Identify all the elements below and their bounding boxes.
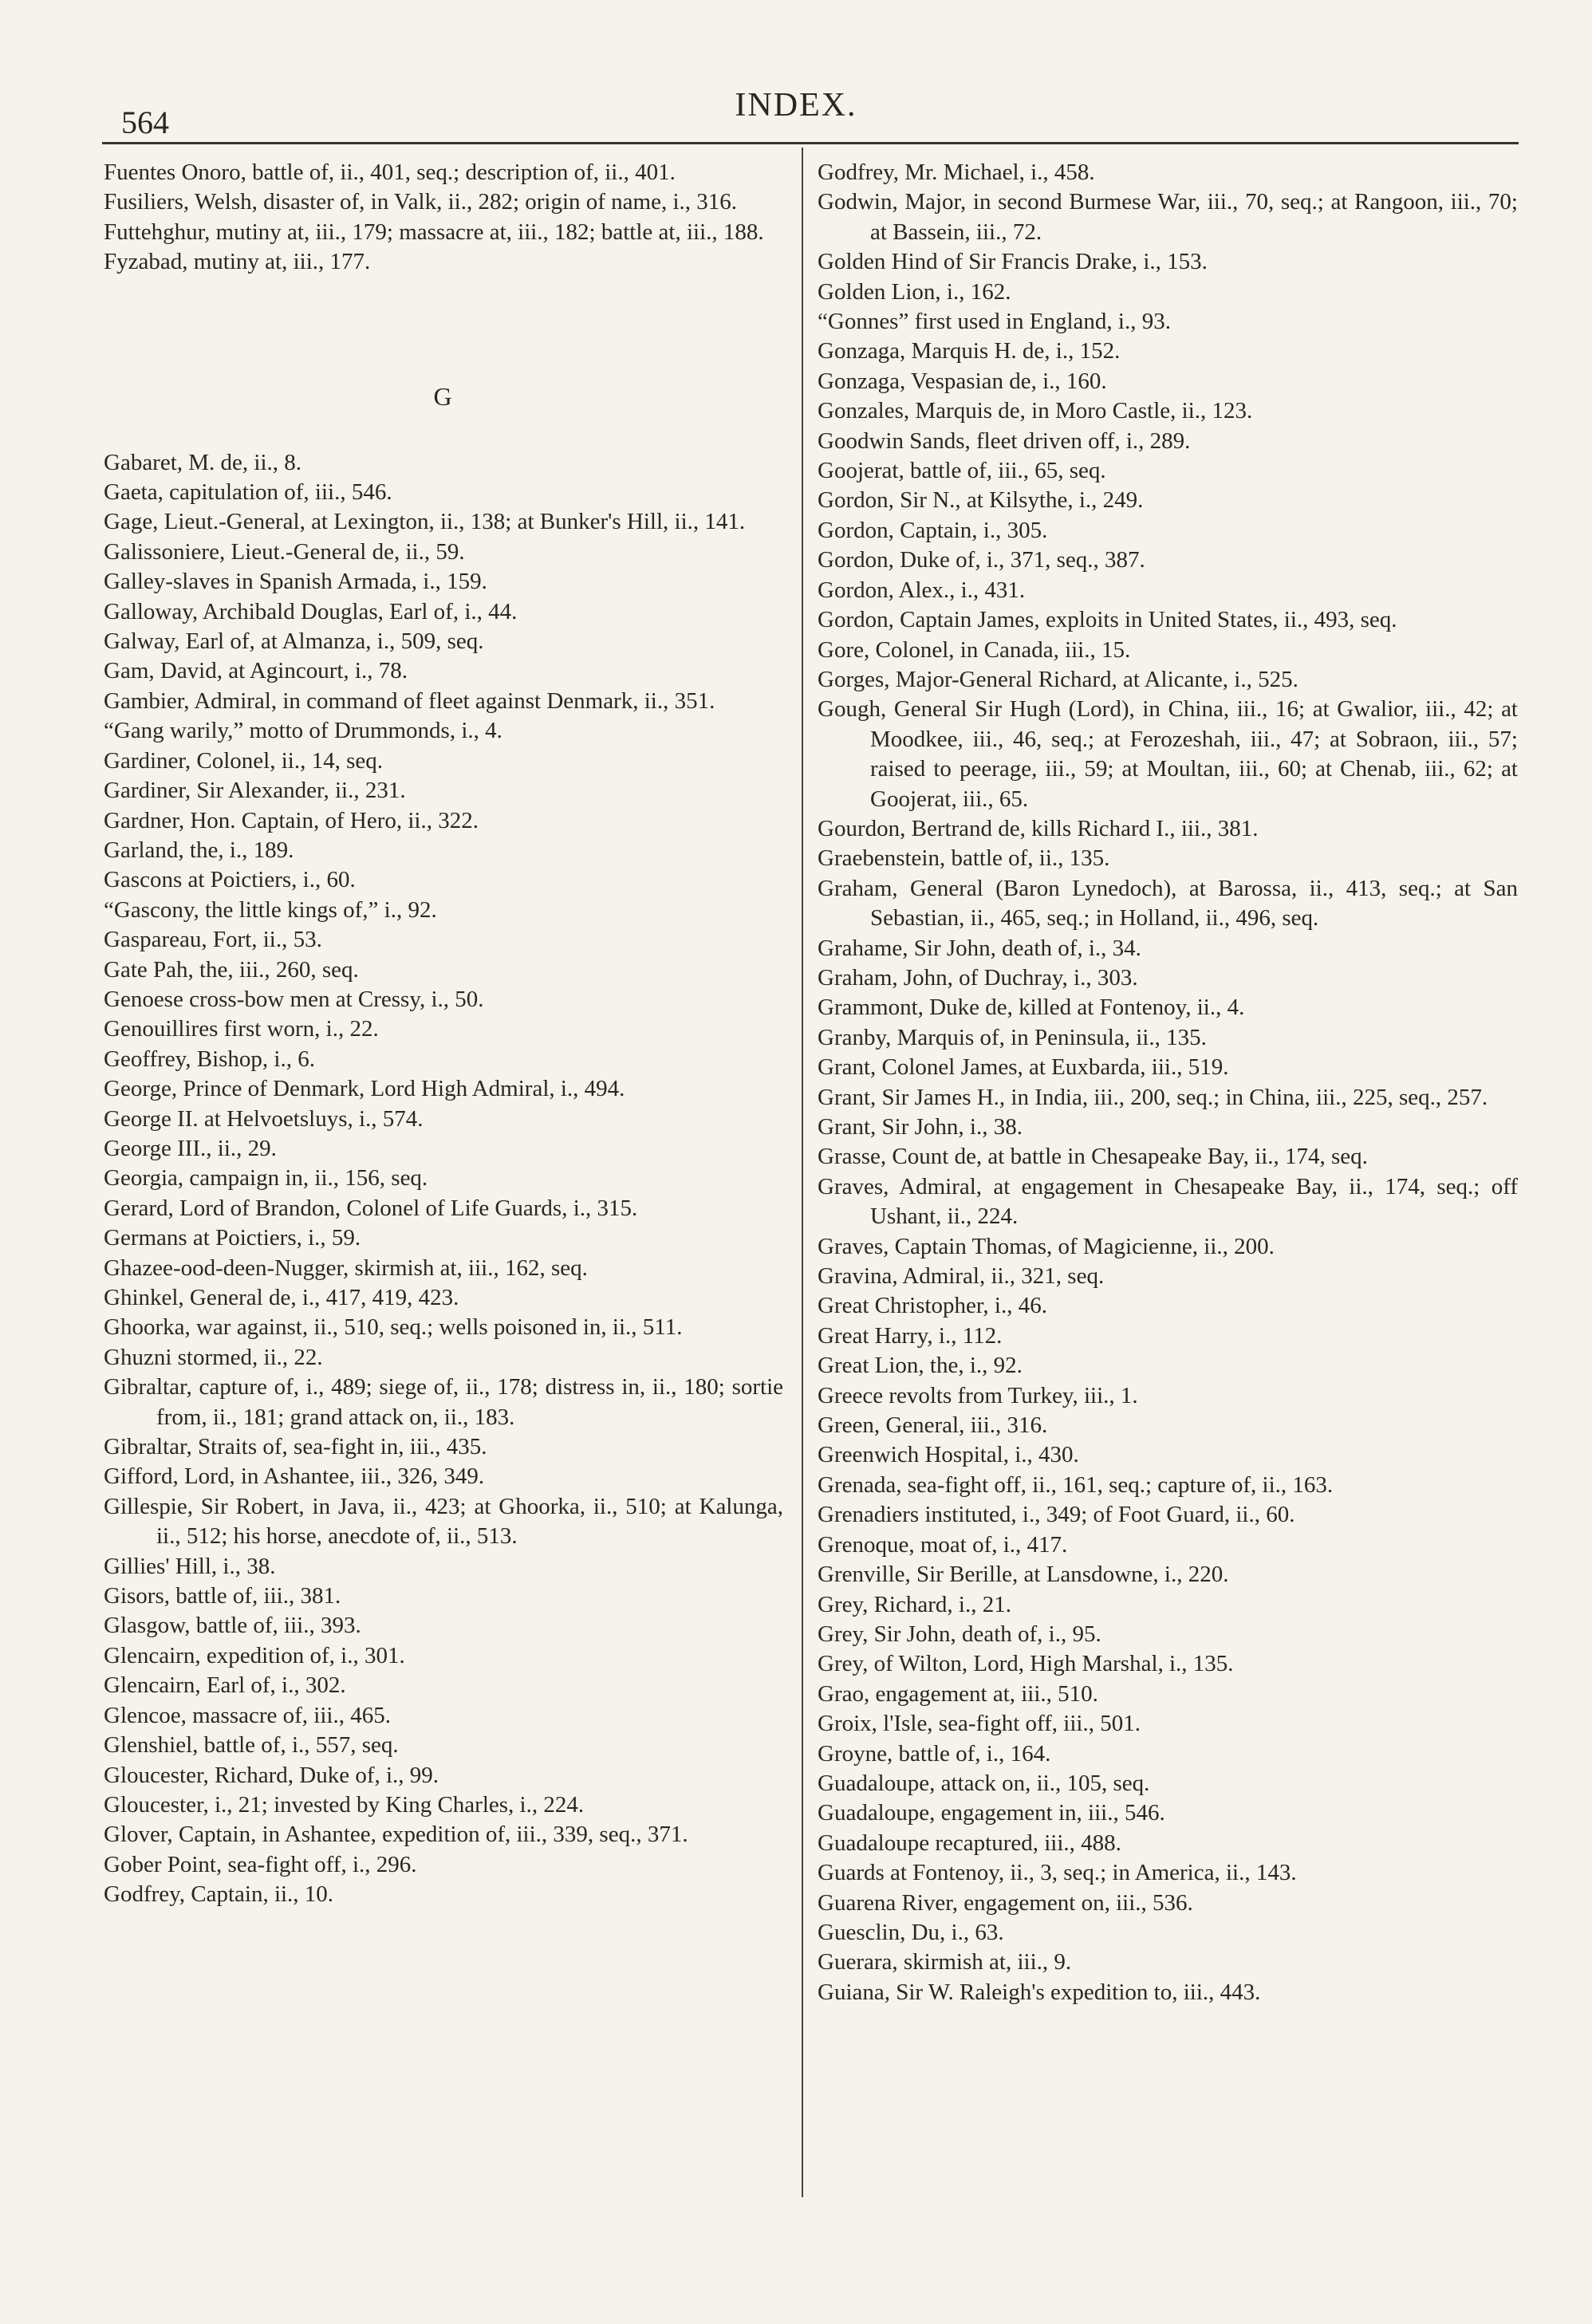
index-entry: Goojerat, battle of, iii., 65, seq. — [818, 458, 1106, 484]
index-entry: Grant, Sir James H., in India, iii., 200, seq.; in China, iii., 225, seq., 257. — [818, 1084, 1488, 1110]
index-entry: Graebenstein, battle of, ii., 135. — [818, 845, 1110, 872]
index-entry: Ghazee-ood-deen-Nugger, skirmish at, iii., 162, seq. — [104, 1255, 588, 1281]
index-entry: Groix, l'Isle, sea-fight off, iii., 501. — [818, 1711, 1141, 1737]
index-entry: Gibraltar, Straits of, sea-fight in, iii., 435. — [104, 1434, 487, 1460]
index-entry: Gambier, Admiral, in command of fleet against Denmark, ii., 351. — [104, 687, 715, 714]
index-entry: Grasse, Count de, at battle in Chesapeake Bay, ii., 174, seq. — [818, 1144, 1368, 1170]
index-entry: Gillespie, Sir Robert, in Java, ii., 423; at Ghoorka, ii., 510; at Kalunga, ii., 512; his horse, anecdote of, ii., 513. — [104, 1493, 783, 1550]
index-entry: Godfrey, Captain, ii., 10. — [104, 1881, 334, 1908]
entries-f — [104, 158, 783, 278]
index-entry: Guarena River, engagement on, iii., 536. — [818, 1889, 1193, 1916]
index-entry: Great Harry, i., 112. — [818, 1322, 1003, 1349]
index-entry: Graves, Admiral, at engagement in Chesapeake Bay, ii., 174, seq.; off Ushant, ii., 224. — [818, 1173, 1518, 1230]
index-entry: Green, General, iii., 316. — [818, 1412, 1048, 1439]
index-entry: George, Prince of Denmark, Lord High Admiral, i., 494. — [104, 1076, 625, 1102]
index-entry: Galloway, Archibald Douglas, Earl of, i., 44. — [104, 598, 518, 624]
index-entry: Georgia, campaign in, ii., 156, seq. — [104, 1165, 428, 1192]
index-entry: Graham, General (Baron Lynedoch), at Barossa, ii., 413, seq.; at San Sebastian, ii., 465, seq.; in Holland, ii., 496, seq. — [818, 875, 1518, 932]
index-entry: Gardner, Hon. Captain, of Hero, ii., 322. — [104, 807, 479, 833]
index-entry: “Gang warily,” motto of Drummonds, i., 4. — [104, 718, 502, 744]
index-entry: Gordon, Captain James, exploits in United States, ii., 493, seq. — [818, 607, 1397, 633]
index-entry: Gordon, Captain, i., 305. — [818, 517, 1048, 543]
entries-g — [104, 448, 783, 1910]
index-entry: Gifford, Lord, in Ashantee, iii., 326, 349. — [104, 1463, 485, 1490]
index-entry: Grenville, Sir Berille, at Lansdowne, i., 220. — [818, 1562, 1229, 1588]
index-entry: Gloucester, Richard, Duke of, i., 99. — [104, 1762, 439, 1788]
index-entry: Graham, John, of Duchray, i., 303. — [818, 964, 1138, 991]
index-entry: Greenwich Hospital, i., 430. — [818, 1442, 1079, 1468]
index-entry: Golden Hind of Sir Francis Drake, i., 153. — [818, 249, 1208, 275]
index-entry: Gaspareau, Fort, ii., 53. — [104, 927, 322, 953]
index-entry: Gloucester, i., 21; invested by King Charles, i., 224. — [104, 1791, 585, 1818]
index-entry: Guesclin, Du, i., 63. — [818, 1919, 1004, 1945]
index-entry: Gaeta, capitulation of, iii., 546. — [104, 479, 392, 506]
index-entry: Grenadiers instituted, i., 349; of Foot Guard, ii., 60. — [818, 1502, 1295, 1528]
left-column — [104, 158, 783, 1910]
entries-right — [818, 158, 1518, 2007]
index-entry: Ghoorka, war against, ii., 510, seq.; wells poisoned in, ii., 511. — [104, 1314, 683, 1341]
index-entry: Grey, Richard, i., 21. — [818, 1591, 1011, 1617]
index-entry: Gonzaga, Marquis H. de, i., 152. — [818, 338, 1121, 364]
page-number: 564 — [121, 104, 169, 140]
index-entry: Genouillires first worn, i., 22. — [104, 1016, 379, 1042]
index-entry: Glasgow, battle of, iii., 393. — [104, 1613, 361, 1639]
index-entry: Gibraltar, capture of, i., 489; siege of, ii., 178; distress in, ii., 180; sortie from, ii., 181; grand attack on, ii., 183. — [104, 1374, 783, 1430]
index-entry: Golden Lion, i., 162. — [818, 278, 1011, 305]
index-entry: Grao, engagement at, iii., 510. — [818, 1680, 1098, 1707]
index-entry: Gordon, Duke of, i., 371, seq., 387. — [818, 547, 1145, 573]
index-entry: Ghuzni stormed, ii., 22. — [104, 1344, 323, 1370]
index-entry: Fyzabad, mutiny at, iii., 177. — [104, 249, 371, 275]
index-entry: Gascons at Poictiers, i., 60. — [104, 867, 356, 893]
index-entry: Guadaloupe, attack on, ii., 105, seq. — [818, 1770, 1150, 1796]
index-entry: Great Christopher, i., 46. — [818, 1293, 1047, 1319]
index-entry: Gore, Colonel, in Canada, iii., 15. — [818, 636, 1131, 663]
index-entry: Granby, Marquis of, in Peninsula, ii., 135. — [818, 1024, 1207, 1050]
header-rule — [102, 142, 1519, 144]
index-entry: Gam, David, at Agincourt, i., 78. — [104, 658, 408, 684]
index-entry: Glencairn, Earl of, i., 302. — [104, 1672, 346, 1699]
index-entry: Guiana, Sir W. Raleigh's expedition to, iii., 443. — [818, 1979, 1261, 2005]
index-entry: George III., ii., 29. — [104, 1135, 277, 1161]
index-entry: Gough, General Sir Hugh (Lord), in China, iii., 16; at Gwalior, iii., 42; at Moodkee, iii., 46, seq.; at Ferozeshah, iii., 47; at Sobraon, iii., 57; raised to peerage, iii., 59; at Moultan, iii., 60; at Chenab, iii., 62; at Goojerat, iii., 65. — [818, 696, 1518, 812]
index-entry: Gordon, Alex., i., 431. — [818, 577, 1026, 603]
index-entry: Grahame, Sir John, death of, i., 34. — [818, 935, 1141, 961]
index-entry: Gravina, Admiral, ii., 321, seq. — [818, 1263, 1105, 1290]
index-entry: Gourdon, Bertrand de, kills Richard I., iii., 381. — [818, 815, 1259, 841]
index-entry: Glenshiel, battle of, i., 557, seq. — [104, 1732, 399, 1759]
index-entry: Grenada, sea-fight off, ii., 161, seq.; capture of, ii., 163. — [818, 1471, 1334, 1498]
section-letter: G — [433, 381, 454, 411]
index-entry: Gillies' Hill, i., 38. — [104, 1553, 276, 1579]
column-divider — [802, 148, 803, 2197]
index-entry: Glencairn, expedition of, i., 301. — [104, 1642, 405, 1668]
index-entry: Guerara, skirmish at, iii., 9. — [818, 1949, 1072, 1975]
index-entry: Guadaloupe, engagement in, iii., 546. — [818, 1800, 1165, 1826]
index-entry: Guadaloupe recaptured, iii., 488. — [818, 1830, 1121, 1856]
index-entry: Gordon, Sir N., at Kilsythe, i., 249. — [818, 487, 1144, 514]
index-entry: Fuentes Onoro, battle of, ii., 401, seq.; description of, ii., 401. — [104, 160, 676, 185]
index-entry: Grey, Sir John, death of, i., 95. — [818, 1621, 1101, 1647]
index-entry: Gage, Lieut.-General, at Lexington, ii., 138; at Bunker's Hill, ii., 141. — [104, 509, 746, 535]
index-entry: “Gonnes” first used in England, i., 93. — [818, 309, 1171, 335]
index-entry: Great Lion, the, i., 92. — [818, 1353, 1023, 1379]
index-entry: Glencoe, massacre of, iii., 465. — [104, 1702, 391, 1728]
index-entry: Guards at Fontenoy, ii., 3, seq.; in America, ii., 143. — [818, 1860, 1297, 1886]
index-entry: Graves, Captain Thomas, of Magicienne, ii., 200. — [818, 1233, 1275, 1259]
index-entry: Geoffrey, Bishop, i., 6. — [104, 1046, 315, 1072]
page-title: INDEX. — [735, 87, 857, 124]
index-entry: Futtehghur, mutiny at, iii., 179; massacre at, iii., 182; battle at, iii., 188. — [104, 219, 764, 245]
index-entry: Germans at Poictiers, i., 59. — [104, 1225, 361, 1251]
index-entry: Glover, Captain, in Ashantee, expedition of, iii., 339, seq., 371. — [104, 1822, 688, 1848]
index-entry: Gober Point, sea-fight off, i., 296. — [104, 1851, 417, 1877]
section-gap — [104, 278, 783, 345]
index-entry: Gabaret, M. de, ii., 8. — [104, 449, 302, 475]
index-entry: Genoese cross-bow men at Cressy, i., 50. — [104, 986, 484, 1012]
index-entry: Gardiner, Colonel, ii., 14, seq. — [104, 747, 383, 774]
index-entry: Gate Pah, the, iii., 260, seq. — [104, 956, 359, 983]
index-entry: “Gascony, the little kings of,” i., 92. — [104, 896, 437, 923]
index-entry: Grenoque, moat of, i., 417. — [818, 1531, 1068, 1558]
index-entry: Grant, Sir John, i., 38. — [818, 1114, 1023, 1140]
index-entry: Godwin, Major, in second Burmese War, iii., 70, seq.; at Rangoon, iii., 70; at Bassein, iii., 72. — [818, 189, 1518, 245]
index-entry: Gonzaga, Vespasian de, i., 160. — [818, 368, 1107, 394]
index-entry: Gorges, Major-General Richard, at Alicante, i., 525. — [818, 666, 1298, 692]
index-entry: Gerard, Lord of Brandon, Colonel of Life Guards, i., 315. — [104, 1195, 638, 1221]
index-entry: Grant, Colonel James, at Euxbarda, iii., 519. — [818, 1054, 1229, 1081]
right-column — [818, 158, 1518, 2007]
index-entry: Garland, the, i., 189. — [104, 837, 294, 863]
index-entry: Godfrey, Mr. Michael, i., 458. — [818, 160, 1095, 185]
index-entry: Groyne, battle of, i., 164. — [818, 1740, 1051, 1767]
index-entry: Ghinkel, General de, i., 417, 419, 423. — [104, 1285, 459, 1310]
index-entry: Grey, of Wilton, Lord, High Marshal, i., 135. — [818, 1651, 1234, 1677]
index-entry: Gardiner, Sir Alexander, ii., 231. — [104, 778, 406, 804]
index-entry: Fusiliers, Welsh, disaster of, in Valk, ii., 282; origin of name, i., 316. — [104, 189, 738, 215]
index-entry: Greece revolts from Turkey, iii., 1. — [818, 1382, 1138, 1408]
index-entry: George II. at Helvoetsluys, i., 574. — [104, 1105, 424, 1132]
index-entry: Galley-slaves in Spanish Armada, i., 159. — [104, 569, 487, 595]
index-entry: Galway, Earl of, at Almanza, i., 509, seq. — [104, 628, 484, 655]
index-entry: Gisors, battle of, iii., 381. — [104, 1583, 341, 1609]
index-entry: Goodwin Sands, fleet driven off, i., 289. — [818, 427, 1191, 454]
index-entry: Gonzales, Marquis de, in Moro Castle, ii., 123. — [818, 398, 1253, 424]
index-entry: Grammont, Duke de, killed at Fontenoy, ii., 4. — [818, 995, 1245, 1021]
index-entry: Galissoniere, Lieut.-General de, ii., 59. — [104, 538, 465, 565]
